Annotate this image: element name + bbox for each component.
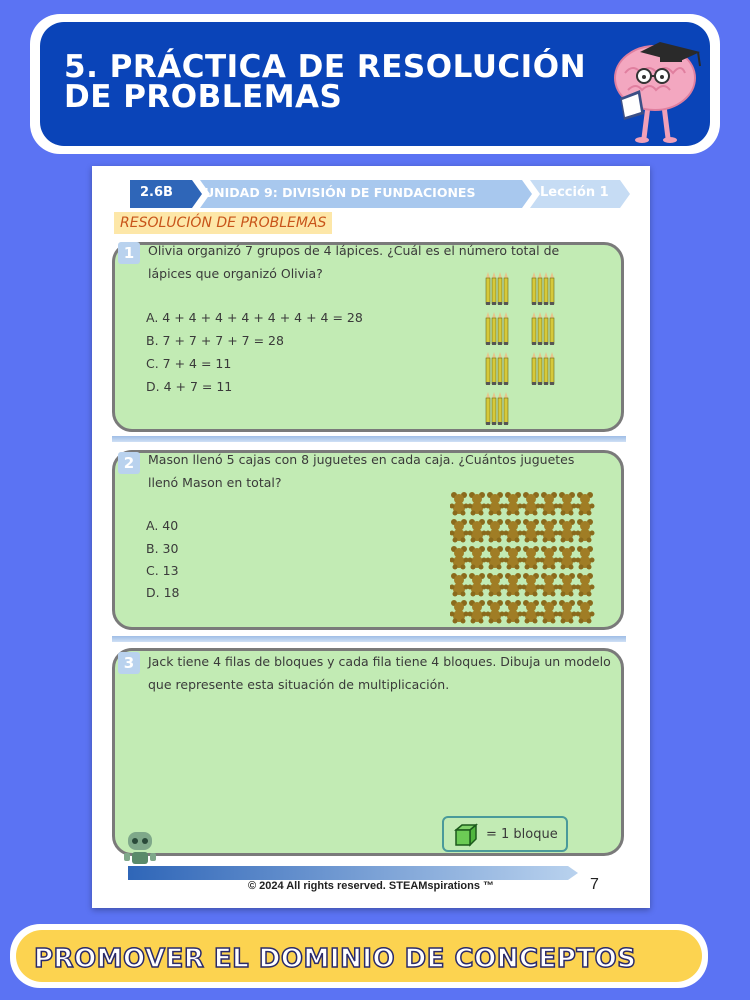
pencil-group — [486, 312, 508, 345]
bottom-banner-inner — [16, 930, 702, 982]
toy-bear-icon — [450, 573, 469, 597]
question-2-text-line2: llenó Mason en total? — [148, 475, 282, 490]
toy-bear-icon — [522, 573, 541, 597]
unit-code: 2.6B — [140, 185, 173, 200]
bottom-banner — [10, 924, 708, 988]
toy-bear-icon — [576, 492, 595, 516]
question-3-number: 3 — [118, 652, 140, 674]
copyright-text: © 2024 All rights reserved. STEAMspirations ™ — [247, 880, 495, 892]
pencil-group — [486, 272, 508, 305]
toy-bear-icon — [504, 546, 523, 570]
toy-bear-icon — [450, 519, 469, 543]
question-2-number: 2 — [118, 452, 140, 474]
question-1-text-line2: lápices que organizó Olivia? — [148, 266, 323, 281]
question-1-text-line1: Olivia organizó 7 grupos de 4 lápices. ¿Cuál es el número total de — [148, 243, 560, 258]
toy-bear-icon — [504, 573, 523, 597]
bottom-banner-text: PROMOVER EL DOMINIO DE CONCEPTOS — [34, 944, 637, 974]
brain-reading-icon — [600, 28, 710, 146]
toy-bear-icon — [486, 573, 505, 597]
question-1-option-d: D. 4 + 7 = 11 — [146, 379, 233, 394]
question-3-text-line1: Jack tiene 4 filas de bloques y cada fila tiene 4 bloques. Dibuja un modelo — [148, 654, 611, 669]
toy-bear-icon — [540, 492, 559, 516]
question-2-option-b: B. 30 — [146, 541, 179, 556]
toy-bears-illustration — [450, 490, 600, 626]
page-title — [64, 49, 604, 115]
toy-bear-icon — [504, 519, 523, 543]
question-2-option-a: A. 40 — [146, 518, 179, 533]
toy-bear-icon — [558, 519, 577, 543]
question-1-option-a: A. 4 + 4 + 4 + 4 + 4 + 4 + 4 = 28 — [146, 310, 363, 325]
toy-bear-icon — [486, 492, 505, 516]
toy-bear-icon — [558, 573, 577, 597]
pencil-group — [532, 352, 554, 385]
toy-bear-icon — [558, 492, 577, 516]
page-title-line2: DE PROBLEMAS — [64, 79, 343, 115]
question-3-text — [148, 650, 618, 696]
toy-bear-icon — [540, 600, 559, 624]
toy-bear-icon — [450, 492, 469, 516]
worksheet-page — [92, 166, 650, 908]
question-1-option-c: C. 7 + 4 = 11 — [146, 356, 232, 371]
toy-bear-icon — [468, 546, 487, 570]
toy-bear-icon — [540, 546, 559, 570]
toy-bear-icon — [576, 600, 595, 624]
legend-text: = 1 bloque — [486, 827, 558, 842]
unit-title: UNIDAD 9: DIVISIÓN DE FUNDACIONES — [204, 185, 476, 200]
lesson-label: Lección 1 — [540, 185, 609, 200]
pencil-groups-illustration — [482, 270, 562, 430]
page-number: 7 — [590, 876, 599, 893]
question-3-text-line2: que represente esta situación de multiplicación. — [148, 677, 450, 692]
toy-bear-icon — [468, 600, 487, 624]
toy-bear-icon — [522, 546, 541, 570]
question-2-option-d: D. 18 — [146, 585, 180, 600]
header-banner-inner — [40, 22, 710, 146]
divider-2 — [112, 636, 626, 642]
toy-bear-icon — [540, 573, 559, 597]
toy-bear-icon — [576, 573, 595, 597]
footer-progress-bar — [128, 866, 578, 880]
toy-bear-icon — [468, 492, 487, 516]
toy-bear-icon — [576, 519, 595, 543]
header-banner — [30, 14, 720, 154]
toy-bear-icon — [486, 519, 505, 543]
pencil-group — [486, 392, 508, 425]
question-1-option-b: B. 7 + 7 + 7 + 7 = 28 — [146, 333, 284, 348]
pencil-group — [532, 272, 554, 305]
toy-bear-icon — [468, 573, 487, 597]
pencil-group — [486, 352, 508, 385]
toy-bear-icon — [450, 600, 469, 624]
toy-bear-icon — [468, 519, 487, 543]
question-1-number: 1 — [118, 242, 140, 264]
question-2-text — [148, 448, 588, 494]
toy-bear-icon — [540, 519, 559, 543]
toy-bear-icon — [486, 546, 505, 570]
toy-bear-icon — [522, 600, 541, 624]
toy-bear-icon — [576, 546, 595, 570]
divider-1 — [112, 436, 626, 442]
toy-bear-icon — [504, 600, 523, 624]
cube-icon — [454, 823, 478, 847]
page-title-line1: 5. PRÁCTICA DE RESOLUCIÓN — [64, 49, 587, 85]
toy-bear-icon — [558, 546, 577, 570]
toy-bear-icon — [522, 519, 541, 543]
legend-box — [442, 816, 568, 852]
question-2-text-line1: Mason llenó 5 cajas con 8 juguetes en cada caja. ¿Cuántos juguetes — [148, 452, 575, 467]
toy-bear-icon — [522, 492, 541, 516]
toy-bear-icon — [450, 546, 469, 570]
toy-bear-icon — [504, 492, 523, 516]
pencil-group — [532, 312, 554, 345]
toy-bear-icon — [486, 600, 505, 624]
question-2-option-c: C. 13 — [146, 563, 179, 578]
toy-bear-icon — [558, 600, 577, 624]
section-label: RESOLUCIÓN DE PROBLEMAS — [114, 212, 332, 234]
